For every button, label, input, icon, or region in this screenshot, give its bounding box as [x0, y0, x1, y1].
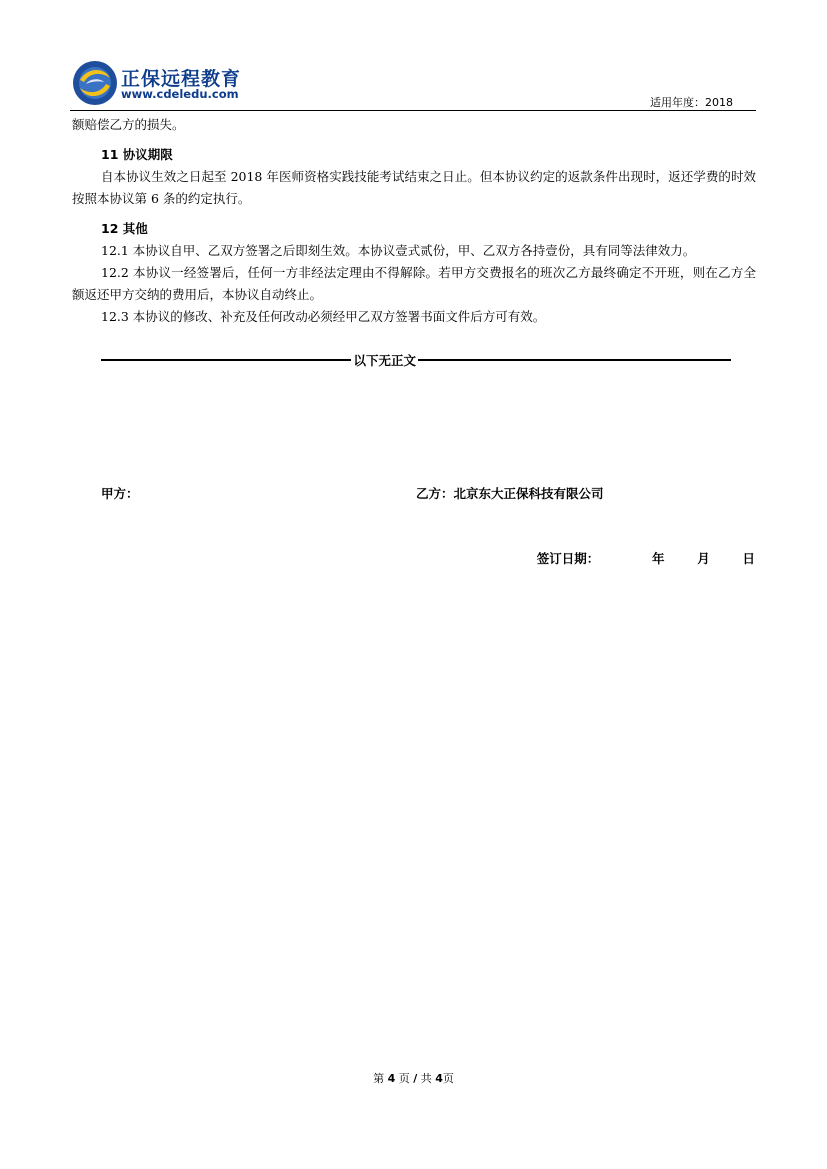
clause-12-1: 12.1 本协议自甲、乙双方签署之后即刻生效。本协议壹式贰份，甲、乙双方各持壹份，具有同等法律效力。 [101, 243, 696, 258]
total-page-count: 4 [435, 1072, 443, 1085]
current-page-number: 4 [387, 1072, 396, 1085]
end-of-text-marker [101, 351, 731, 369]
brand-name: 正保远程教育 [121, 68, 242, 90]
clause-12-2: 12.2 本协议一经签署后，任何一方非经法定理由不得解除。若甲方交费报名的班次乙方最终确定不开班，则在乙方全额返还甲方交纳的费用后，本协议自动终止。 [72, 265, 756, 302]
end-marker-left-bar [101, 359, 351, 361]
month-unit: 月 [697, 551, 710, 566]
party-a-label: 甲方： [101, 486, 139, 501]
applicable-year: 适用年度：2018 [650, 96, 733, 109]
clause-12-3: 12.3 本协议的修改、补充及任何改动必须经甲乙双方签署书面文件后方可有效。 [101, 309, 546, 324]
agreement-body [72, 114, 756, 328]
day-unit: 日 [742, 551, 755, 566]
continuation-text: 额赔偿乙方的损失。 [72, 117, 185, 132]
logo-emblem [72, 60, 118, 106]
section-11-heading: 11 协议期限 [101, 147, 173, 162]
end-marker-right-bar [418, 359, 731, 361]
end-marker-text: 以下无正文 [353, 353, 416, 368]
section-11-text: 自本协议生效之日起至 2018 年医师资格实践技能考试结束之日止。但本协议约定的返款条件出现时，返还学费的时效按照本协议第 6 条的约定执行。 [72, 169, 756, 206]
brand-url: www.cdeledu.com [121, 87, 239, 101]
page-footer [0, 1070, 827, 1086]
section-12-heading: 12 其他 [101, 221, 148, 236]
footer-separator: / [413, 1072, 418, 1085]
footer-total-unit: 页 [442, 1072, 454, 1085]
year-unit: 年 [652, 551, 665, 566]
footer-total-prefix: 共 [420, 1072, 432, 1085]
sign-date-row [537, 549, 755, 567]
party-b-label: 乙方：北京东大正保科技有限公司 [416, 486, 604, 501]
footer-prefix: 第 [373, 1072, 385, 1085]
header-divider [70, 110, 756, 111]
footer-page-unit: 页 [398, 1072, 410, 1085]
sign-date-label: 签订日期： [536, 551, 600, 566]
